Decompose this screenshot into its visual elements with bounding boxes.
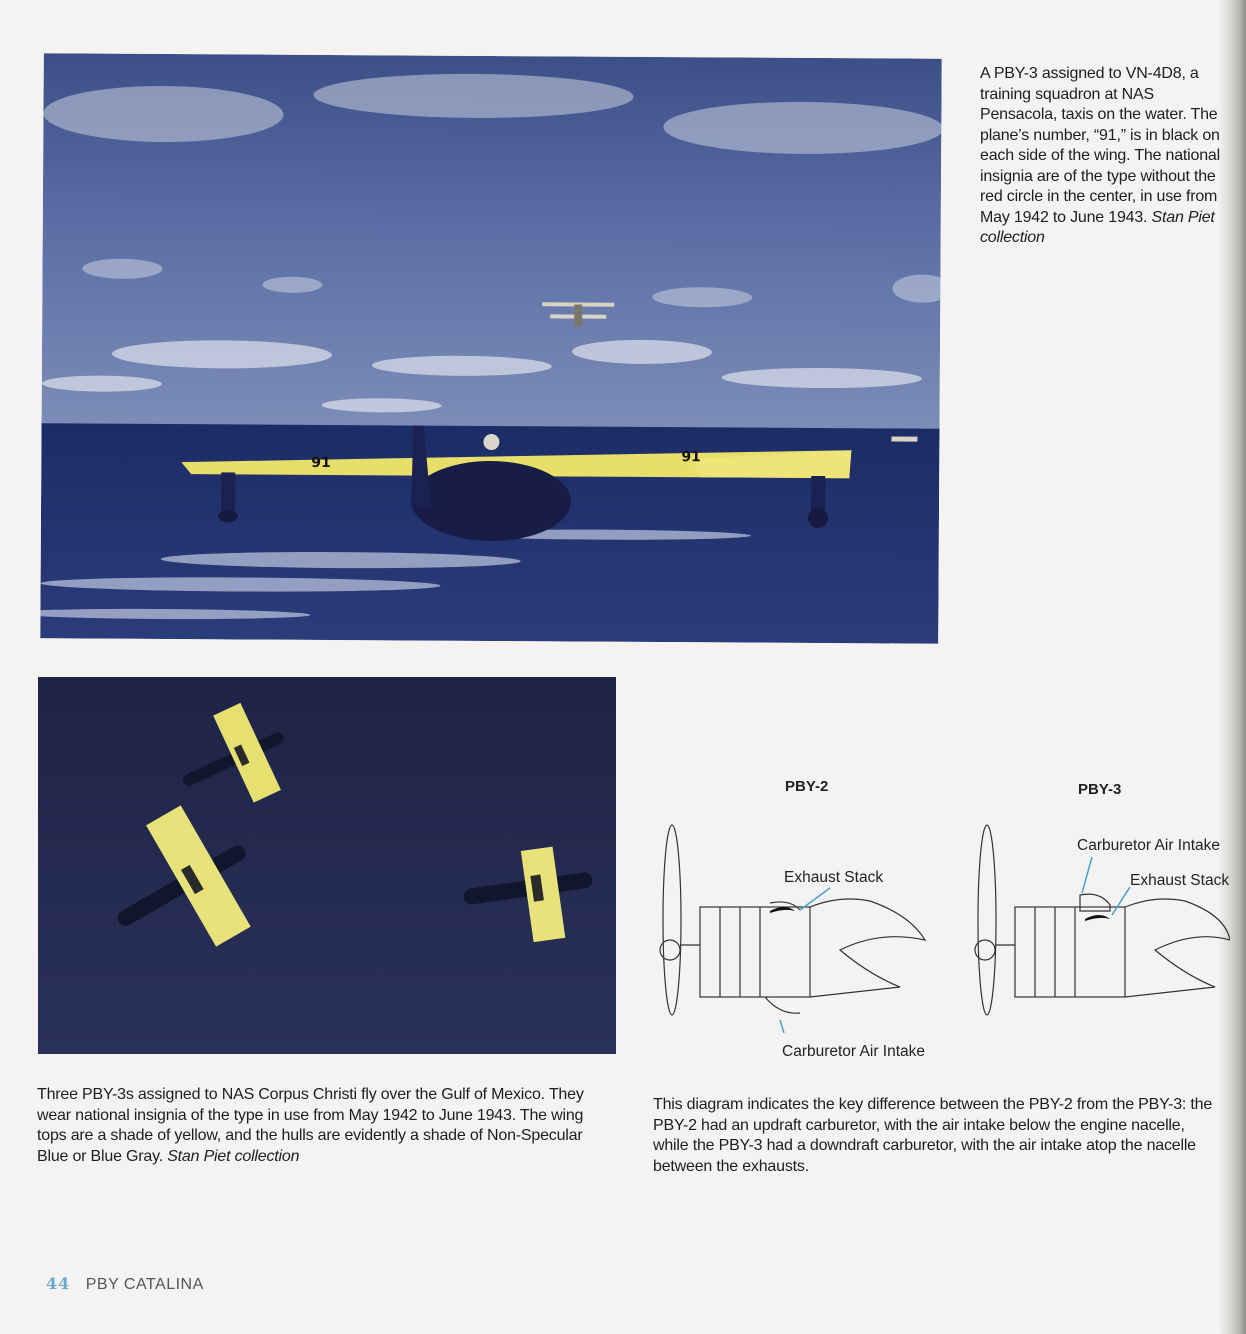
page-number: 44 (46, 1274, 71, 1293)
diagram-label-pby3: PBY-3 (1078, 781, 1122, 798)
callout-pby2-carburetor-intake: Carburetor Air Intake (782, 1043, 926, 1060)
svg-text:91: 91 (681, 449, 701, 466)
svg-text:91: 91 (311, 454, 331, 472)
callout-pby2-exhaust-stack: Exhaust Stack (784, 869, 884, 886)
running-title: PBY CATALINA (85, 1276, 204, 1293)
callout-pby3-carburetor-intake: Carburetor Air Intake (1077, 837, 1221, 854)
photo-pby3-taxiing (40, 53, 942, 643)
caption-text: Three PBY-3s assigned to NAS Corpus Christi fly over the Gulf of Mexico. They wear national insignia of the type in use from May 1942 to June 1943. The wing tops are a shade of yellow, and the hulls are evidently a shade of Non-Specular Blue or Blue Gray. (37, 1086, 584, 1165)
callout-pby3-exhaust-stack: Exhaust Stack (1130, 872, 1230, 889)
photo-credit: Stan Piet collection (980, 208, 1215, 246)
diagram-label-pby2: PBY-2 (785, 778, 829, 795)
photo-credit: Stan Piet collection (167, 1147, 300, 1165)
caption-pby3-taxiing (980, 64, 1230, 249)
photo-pby3-formation (38, 677, 616, 1054)
caption-pby3-formation (37, 1085, 607, 1167)
caption-diagram: This diagram indicates the key difference between the PBY-2 from the PBY-3: the PBY-2 had an updraft carburetor, with the air intake below the engine nacelle, while the PBY-3 had a downdraft carburetor, with the air intake atop the nacelle between the exhausts. (653, 1096, 1213, 1175)
caption-text: A PBY-3 assigned to VN-4D8, a training squadron at NAS Pensacola, taxis on the water. The plane’s number, “91,” is in black on each side of the wing. The national insignia are of the type without the red circle in the center, in use from May 1942 to June 1943. (980, 65, 1220, 226)
page-footer (46, 1274, 204, 1294)
